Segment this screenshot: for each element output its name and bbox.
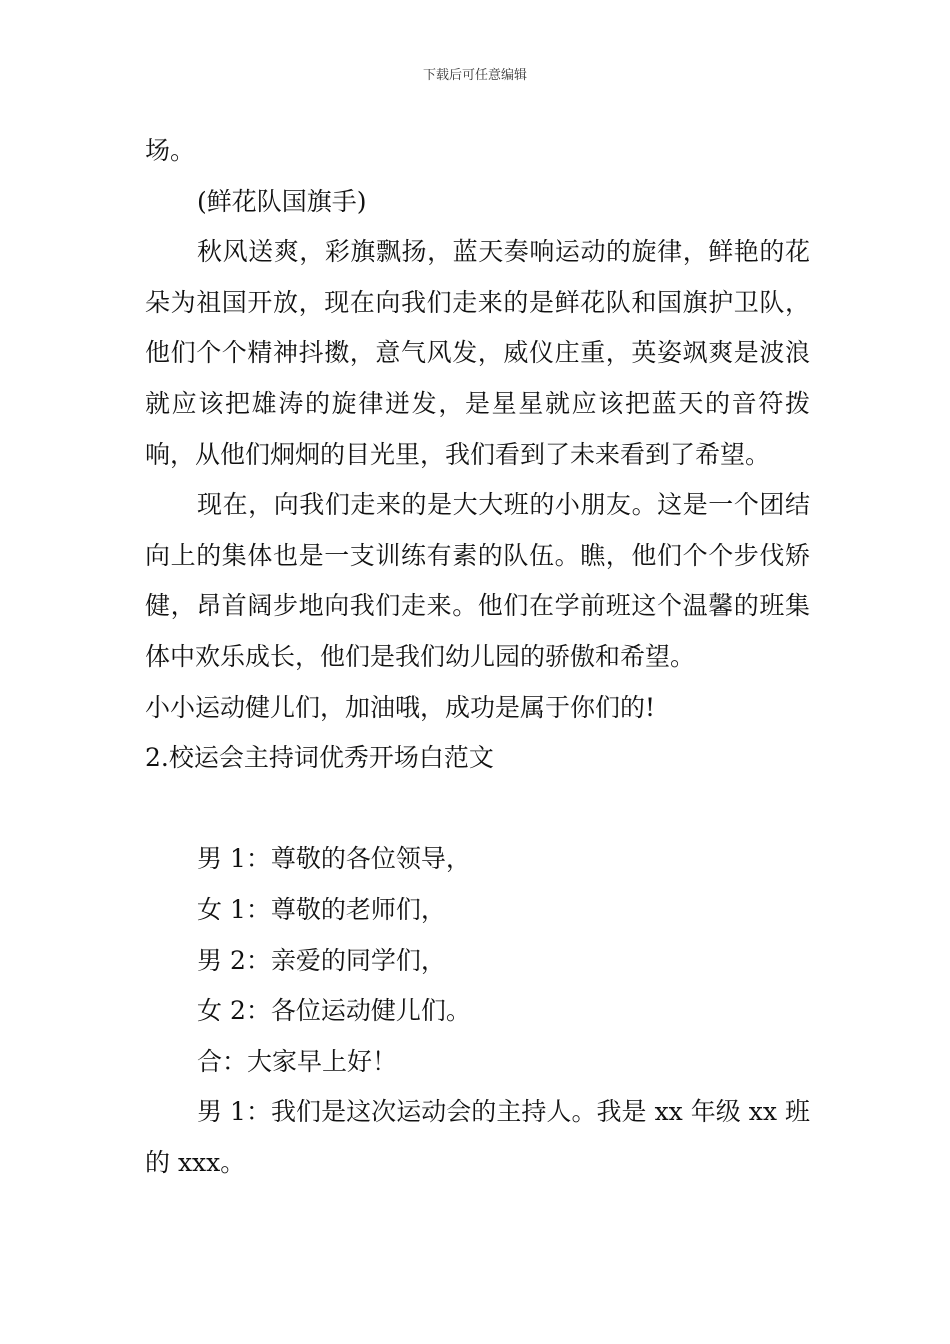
paragraph-class: 现在，向我们走来的是大大班的小朋友。这是一个团结向上的集体也是一支训练有素的队伍。瞧，他们个个步伐矫健，昂首阔步地向我们走来。他们在学前班这个温馨的班集体中欢乐成长，他们是我们幼儿园的骄傲和希望。 — [145, 490, 810, 671]
paragraph-autumn: 秋风送爽，彩旗飘扬，蓝天奏响运动的旋律，鲜艳的花朵为祖国开放，现在向我们走来的是鲜花队和国旗护卫队，他们个个精神抖擞，意气风发，威仪庄重，英姿飒爽是波浪就应该把雄涛的旋律迸发，是星星就应该把蓝天的音符拨响，从他们炯炯的目光里，我们看到了未来看到了希望。 — [145, 237, 810, 469]
paragraph-continuation: 场。 — [145, 136, 196, 165]
dialogue-line: 男 2：亲爱的同学们， — [197, 945, 446, 975]
section-title-2: 2.校运会主持词优秀开场白范文 — [145, 743, 494, 773]
dialogue-line: 女 1：尊敬的老师们， — [197, 894, 446, 924]
document-body — [145, 126, 810, 1188]
section-heading-flag-team: (鲜花队国旗手) — [197, 186, 367, 216]
blank-line — [145, 784, 810, 835]
dialogue-line: 男 1：尊敬的各位领导， — [197, 844, 471, 874]
dialogue-line: 合：大家早上好！ — [197, 1046, 398, 1076]
paragraph-cheer: 小小运动健儿们，加油哦，成功是属于你们的! — [145, 692, 656, 722]
dialogue-line-host-intro: 男 1：我们是这次运动会的主持人。我是 xx 年级 xx 班的 xxx。 — [145, 1097, 810, 1177]
page-header-note: 下载后可任意编辑 — [422, 68, 527, 83]
dialogue-line: 女 2：各位运动健儿们。 — [197, 996, 471, 1026]
